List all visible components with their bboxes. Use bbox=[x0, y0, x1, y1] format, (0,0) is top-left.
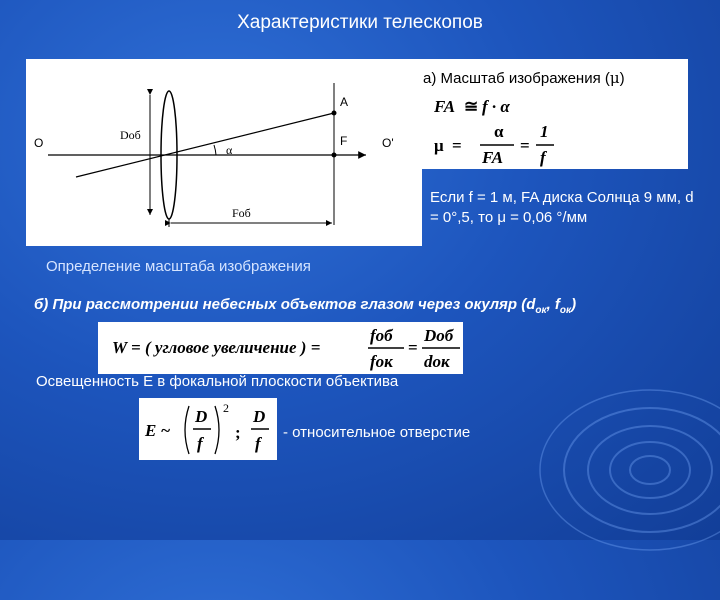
formula-den-f: f bbox=[540, 148, 546, 167]
e-sep: ; bbox=[235, 423, 241, 442]
formula-eq2: = bbox=[520, 136, 530, 155]
formula-num-alpha: α bbox=[494, 122, 504, 141]
e-power: 2 bbox=[223, 401, 229, 415]
e-den2: f bbox=[255, 434, 261, 453]
w-num1: fоб bbox=[370, 326, 393, 345]
label-o-prime: O' bbox=[382, 136, 394, 150]
formula-approx: ≅ bbox=[464, 97, 479, 116]
magnification-formula bbox=[98, 322, 463, 374]
label-f: F bbox=[340, 134, 348, 148]
aperture-label: - относительное отверстие bbox=[283, 424, 471, 441]
e-num1: D bbox=[195, 407, 208, 426]
w-den1: fок bbox=[370, 352, 393, 371]
telescope-diagram bbox=[26, 59, 422, 246]
label-fob: Fоб bbox=[232, 206, 251, 220]
label-o: O bbox=[34, 136, 44, 150]
illumination-text: Освещенность E в фокальной плоскости объектива bbox=[36, 373, 399, 390]
water-ripples-decoration bbox=[520, 340, 720, 600]
chief-ray bbox=[76, 113, 334, 177]
formula-f-alpha: f · α bbox=[482, 97, 510, 116]
scale-formula-panel bbox=[422, 59, 688, 169]
e-num2: D bbox=[253, 407, 266, 426]
formula-eq1: = bbox=[452, 136, 462, 155]
e-den1: f bbox=[197, 434, 203, 453]
w-eq: = bbox=[408, 338, 418, 357]
eyepiece-heading: б) При рассмотрении небесных объектов глазом через окуляр ($d_{ок}$, $f_{ок}$) bbox=[34, 296, 577, 316]
sun-example-text: Если f = 1 м, FA диска Солнца 9 мм, d = 0°,5, то μ = 0,06 °/мм bbox=[430, 189, 694, 226]
point-a bbox=[332, 111, 337, 116]
formula-num-1: 1 bbox=[540, 122, 549, 141]
angle-arc bbox=[214, 145, 216, 155]
w-den2: dок bbox=[424, 352, 450, 371]
scale-heading: а) Масштаб изображения (μ) bbox=[423, 69, 625, 87]
formula-fa: FA bbox=[434, 97, 456, 116]
label-a: A bbox=[340, 95, 349, 109]
formula-den-fa: FA bbox=[482, 148, 504, 167]
w-lhs: W = ( угловое увеличение ) = bbox=[112, 338, 321, 357]
e-lhs: E ~ bbox=[145, 421, 171, 440]
label-alpha: α bbox=[226, 143, 233, 157]
label-d: Dоб bbox=[120, 128, 141, 142]
w-num2: Dоб bbox=[424, 326, 454, 345]
slide-title: Характеристики телескопов bbox=[237, 12, 483, 33]
point-f bbox=[332, 153, 337, 158]
diagram-caption: Определение масштаба изображения bbox=[46, 258, 311, 275]
formula-mu: μ bbox=[434, 136, 444, 155]
illumination-formula bbox=[139, 398, 277, 460]
